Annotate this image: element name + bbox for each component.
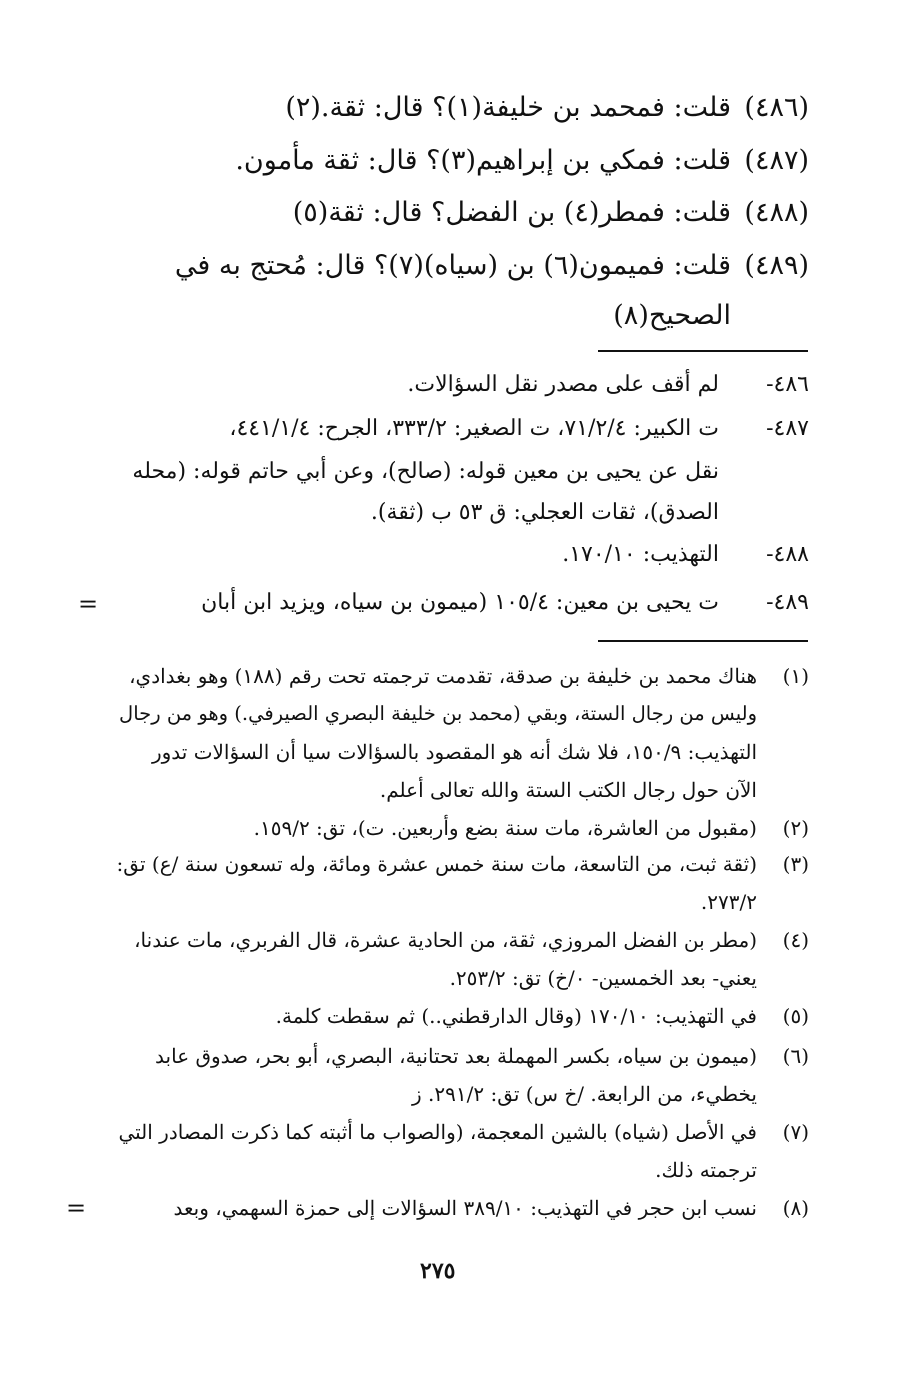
footnote-8 xyxy=(109,1196,809,1220)
footnote-text: ترجمته ذلك. xyxy=(655,1158,757,1182)
footnote-number: (١) xyxy=(782,664,809,688)
footnote-text: (مقبول من العاشرة، مات سنة بضع وأربعين. ت)، تق: ١٥٩/٢. xyxy=(253,816,757,840)
footnote-7 xyxy=(109,1120,809,1144)
question-text: قلت: فمحمد بن خليفة(١)؟ قال: ثقة.(٢) xyxy=(285,92,731,123)
commentary-487 xyxy=(109,416,809,441)
footnote-text: هناك محمد بن خليفة بن صدقة، تقدمت ترجمته تحت رقم (١٨٨) وهو بغدادي، xyxy=(129,664,757,688)
footnote-text: يخطيء، من الرابعة. /خ س) تق: ٢٩١/٢. ز xyxy=(412,1082,757,1106)
commentary-text: ت الكبير: ٧١/٢/٤، ت الصغير: ٣٣٣/٢، الجرح: ٤٤١/١/٤، xyxy=(229,416,719,441)
footnote-number: (٦) xyxy=(782,1044,809,1068)
footnote-number: (٨) xyxy=(782,1196,809,1220)
footnote-text: (مطر بن الفضل المروزي، ثقة، من الحادية عشرة، قال الفربري، مات عندنا، xyxy=(134,928,757,952)
commentary-text: التهذيب: ١٧٠/١٠. xyxy=(562,542,719,567)
question-number: (٤٨٦) xyxy=(744,92,809,123)
footnote-text: في الأصل (شياه) بالشين المعجمة، (والصواب ما أثبته كما ذكرت المصادر التي xyxy=(118,1120,757,1144)
question-489-continuation xyxy=(109,300,731,331)
footnote-4 xyxy=(109,928,809,952)
footnote-7-line-2 xyxy=(109,1158,757,1182)
commentary-number: ٤٨٧- xyxy=(766,416,809,441)
footnote-text: يعني- بعد الخمسين- ٠/خ) تق: ٢٥٣/٢. xyxy=(449,966,757,990)
continuation-mark: = xyxy=(78,590,99,618)
footnote-3 xyxy=(109,852,809,876)
footnote-separator-rule xyxy=(598,640,808,642)
footnote-1-line-2 xyxy=(109,702,757,725)
question-text: قلت: فمكي بن إبراهيم(٣)؟ قال: ثقة مأمون. xyxy=(235,145,731,176)
footnote-6-line-2 xyxy=(109,1082,757,1106)
footnote-1-line-4 xyxy=(109,778,757,802)
commentary-488 xyxy=(109,542,809,567)
footnote-text: في التهذيب: ١٧٠/١٠ (وقال الدارقطني..) ثم سقطت كلمة. xyxy=(275,1004,757,1028)
commentary-number: ٤٨٨- xyxy=(766,542,809,567)
commentary-number: ٤٨٩- xyxy=(766,590,809,615)
footnote-continuation-mark: = xyxy=(66,1194,87,1222)
commentary-text: ت يحيى بن معين: ١٠٥/٤ (ميمون بن سياه، ويزيد ابن أبان xyxy=(201,590,719,615)
footnote-1 xyxy=(109,664,809,688)
commentary-486 xyxy=(109,372,809,397)
page-number: ٢٧٥ xyxy=(420,1258,456,1284)
footnote-4-line-2 xyxy=(109,966,757,990)
footnote-6 xyxy=(109,1044,809,1068)
footnote-text: وليس من رجال الستة، وبقي (محمد بن خليفة البصري الصيرفي.) وهو من رجال xyxy=(119,702,757,725)
footnote-5 xyxy=(109,1004,809,1028)
commentary-text: لم أقف على مصدر نقل السؤالات. xyxy=(407,372,719,397)
footnote-number: (٥) xyxy=(782,1004,809,1028)
footnote-1-line-3 xyxy=(109,740,757,764)
question-text: قلت: فمطر(٤) بن الفضل؟ قال: ثقة(٥) xyxy=(292,197,731,228)
question-text-continuation: الصحيح(٨) xyxy=(613,300,731,331)
footnote-text: (ثقة ثبت، من التاسعة، مات سنة خمس عشرة ومائة، وله تسعون سنة /ع) تق: xyxy=(116,852,757,876)
footnote-3-line-2 xyxy=(109,890,757,914)
footnote-number: (٧) xyxy=(782,1120,809,1144)
commentary-487-line-3 xyxy=(109,500,719,525)
footnote-number: (٢) xyxy=(782,816,809,840)
question-487 xyxy=(109,145,809,176)
commentary-489 xyxy=(109,590,809,615)
footnote-number: (٣) xyxy=(782,852,809,876)
commentary-number: ٤٨٦- xyxy=(766,372,809,397)
commentary-text: نقل عن يحيى بن معين قوله: (صالح)، وعن أبي حاتم قوله: (محله xyxy=(132,459,719,484)
commentary-text: الصدق)، ثقات العجلي: ق ٥٣ ب (ثقة). xyxy=(370,500,719,525)
question-number: (٤٨٩) xyxy=(744,250,809,281)
footnote-text: التهذيب: ١٥٠/٩، فلا شك أنه هو المقصود بالسؤالات سيا أن السؤالات تدور xyxy=(151,740,757,764)
question-text: قلت: فميمون(٦) بن (سياه)(٧)؟ قال: مُحتج به في xyxy=(174,250,731,281)
question-489 xyxy=(109,250,809,281)
question-number: (٤٨٨) xyxy=(744,197,809,228)
footnote-text: الآن حول رجال الكتب الستة والله تعالى أعلم. xyxy=(379,778,757,802)
footnote-number: (٤) xyxy=(782,928,809,952)
separator-rule xyxy=(598,350,808,352)
question-488 xyxy=(109,197,809,228)
footnote-text: نسب ابن حجر في التهذيب: ٣٨٩/١٠ السؤالات إلى حمزة السهمي، وبعد xyxy=(173,1196,757,1220)
footnote-2 xyxy=(109,816,809,840)
question-486 xyxy=(109,92,809,123)
question-number: (٤٨٧) xyxy=(744,145,809,176)
footnote-text: (ميمون بن سياه، بكسر المهملة بعد تحتانية، البصري، أبو بحر، صدوق عابد xyxy=(155,1044,757,1068)
commentary-487-line-2 xyxy=(109,459,719,484)
footnote-text: ٢٧٣/٢. xyxy=(700,890,757,914)
